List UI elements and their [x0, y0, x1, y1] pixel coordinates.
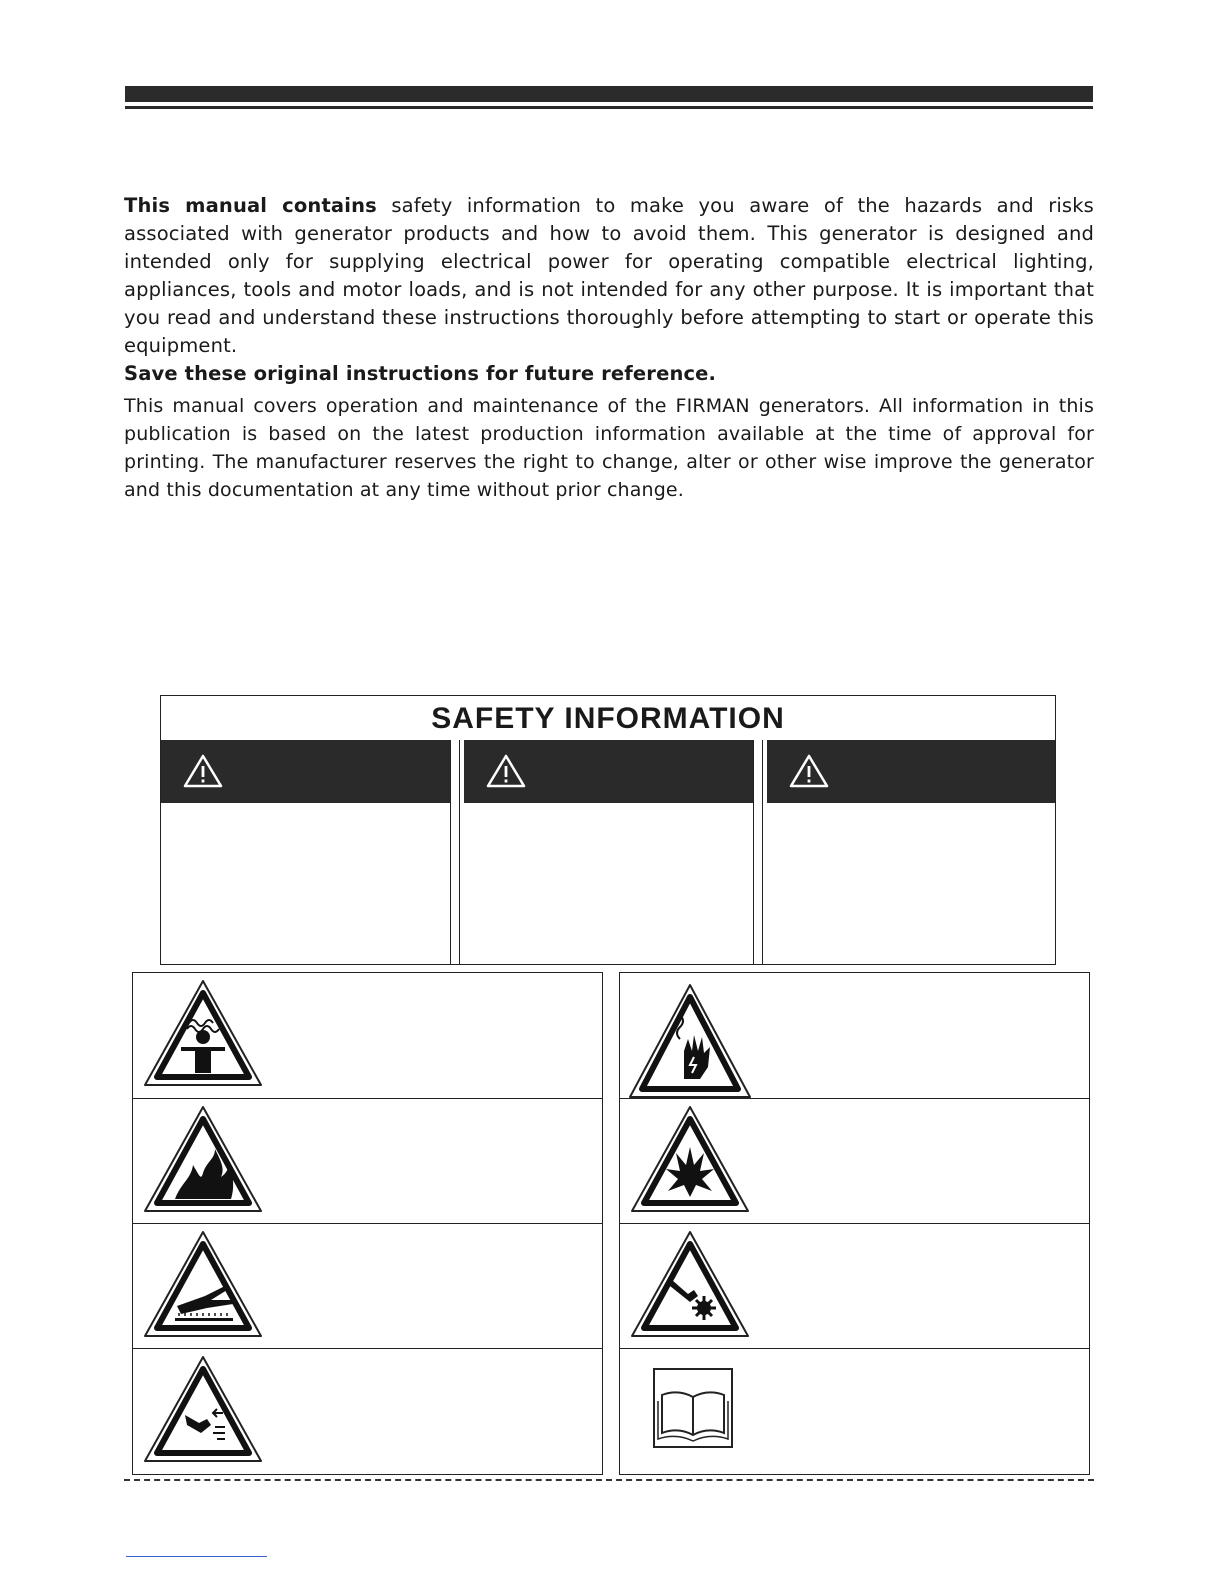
symbol-row	[133, 973, 602, 1098]
signal-body-1	[161, 803, 450, 964]
symbol-row	[620, 1223, 1089, 1348]
hot-surface-icon	[141, 1228, 265, 1340]
signal-header-3	[767, 740, 1055, 803]
footer-link-underline[interactable]	[126, 1556, 267, 1557]
cut-line	[124, 1479, 1094, 1481]
signal-column-3	[767, 740, 1055, 964]
symbol-row	[133, 1098, 602, 1223]
signal-body-3	[767, 803, 1055, 964]
symbol-row	[620, 1098, 1089, 1223]
hazard-symbol-table-right	[619, 972, 1090, 1475]
signal-column-2	[464, 740, 753, 964]
hazard-symbol-table-left	[132, 972, 603, 1475]
symbol-row	[133, 1223, 602, 1348]
signal-header-2	[464, 740, 753, 803]
intro-section	[124, 192, 1094, 504]
column-divider	[450, 740, 460, 964]
column-divider	[753, 740, 763, 964]
signal-column-1	[161, 740, 450, 964]
signal-body-2	[464, 803, 753, 964]
electric-shock-icon	[628, 977, 752, 1101]
symbol-row	[620, 1348, 1089, 1473]
symbol-row	[133, 1348, 602, 1473]
kickback-hand-icon	[141, 1353, 265, 1465]
intro-paragraph-2: This manual covers operation and maintenance of the FIRMAN generators. All information in this publication is based on the latest production information available at the time of approval for printing. The manufacturer reserves the right to change, alter or other wise improve the generator and this documentation at any time without prior change.	[124, 395, 1094, 501]
signal-header-1	[161, 740, 450, 803]
header-rule	[125, 106, 1093, 109]
read-manual-icon	[644, 1365, 768, 1477]
header-bar	[125, 86, 1093, 102]
intro-lead: This manual contains	[124, 194, 377, 217]
warning-triangle-icon	[486, 754, 526, 788]
intro-paragraph-1	[124, 192, 1094, 388]
warning-triangle-icon	[789, 754, 829, 788]
symbol-row	[620, 973, 1089, 1098]
safety-title: SAFETY INFORMATION	[431, 702, 785, 735]
warning-triangle-icon	[183, 754, 223, 788]
intro-text: safety information to make you aware of the hazards and risks associated with generator products and how to avoid them. This generator is designed and intended only for supplying electrical power for operating compatible electrical lighting, appliances, tools and motor loads, and is not intended for any other purpose. It is important that you read and understand these instructions thoroughly before attempting to start or operate this equipment.	[124, 194, 1094, 357]
save-instructions-note: Save these original instructions for future reference.	[124, 362, 717, 385]
rotating-parts-icon	[628, 1228, 752, 1340]
toxic-fumes-icon	[141, 977, 265, 1089]
fire-hazard-icon	[141, 1103, 265, 1215]
explosion-icon	[628, 1103, 752, 1215]
safety-information-box	[160, 695, 1056, 965]
